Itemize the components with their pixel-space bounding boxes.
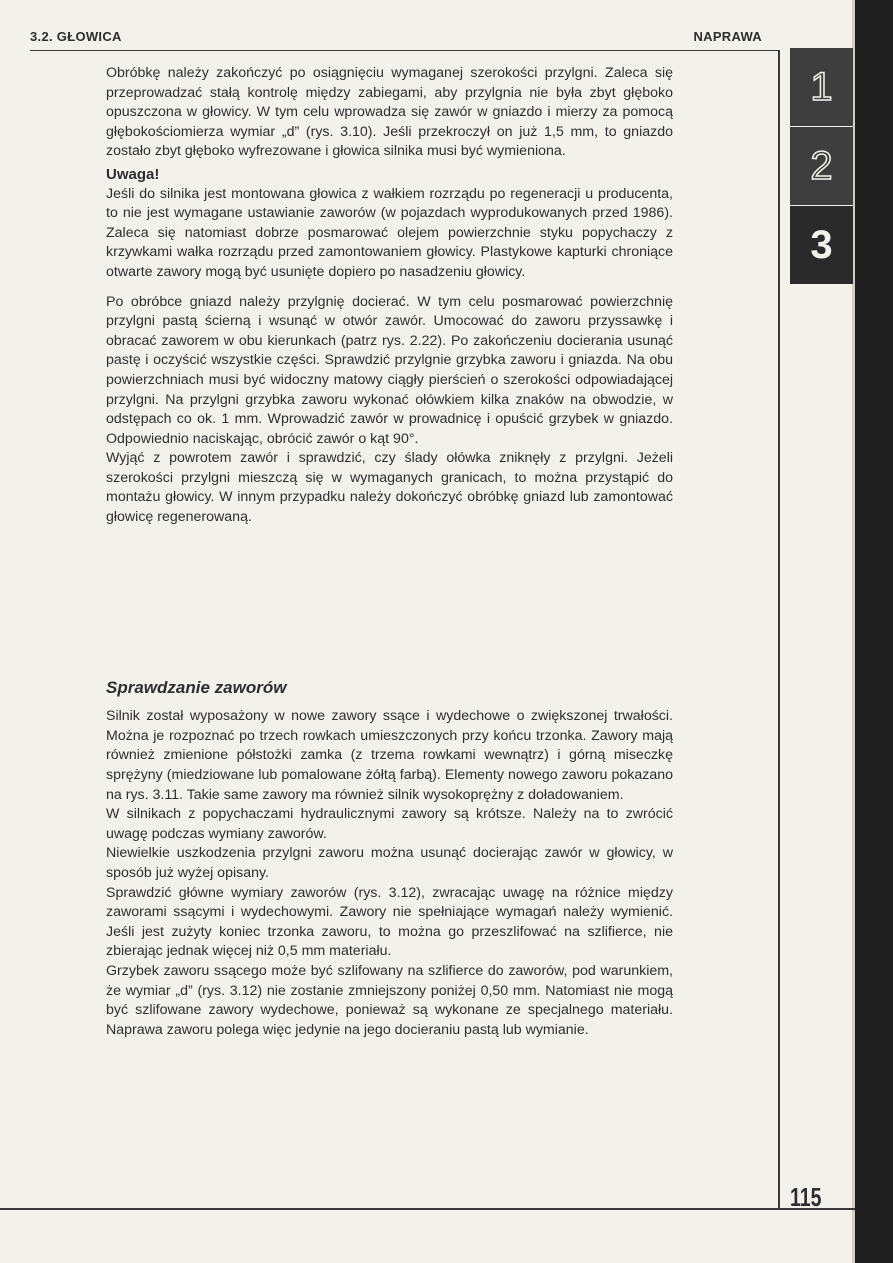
chapter-tabs [790,48,853,285]
note-text: Jeśli do silnika jest montowana głowica z wałkiem rozrządu po regeneracji u producenta, to nie jest wymagane ustawianie zaworów (w pojazdach wyprodukowanych przed 1986). Zaleca się natomiast dobrze posmarować olejem powierzchnie styku popychaczy z krzywkami wałka rozrządu przed zamontowaniem głowicy. Plastykowe kapturki chroniące otwarte zawory mogą być usunięte dopiero po nasadzeniu głowicy. [106,185,673,280]
chapter-tab-3: 3 [790,206,853,284]
paragraph: Sprawdzić główne wymiary zaworów (rys. 3.12), zwracając uwagę na różnice między zaworami ssącymi i wydechowymi. Zawory nie spełniające wymagań należy wymienić. Jeśli jest zużyty koniec trzonka zaworu, to można go przeszlifować na szlifierce, nie zbierając jednak więcej niż 0,5 mm materiału. [106,884,673,960]
paragraph: Obróbkę należy zakończyć po osiągnięciu wymaganej szerokości przylgni. Zaleca się przeprowadzać stałą kontrolę między zabiegami, aby przylgnia nie była zbyt głęboko opuszczona w głowicy. W tym celu wprowadza się zawór w gniazdo i mierzy za pomocą głębokościomierza wymiar „d” (rys. 3.10). Jeśli przekroczył on już 1,5 mm, to gniazdo zostało zbyt głęboko wyfrezowane i głowica silnika musi być wymieniona. [106,65,673,160]
chapter-tab-1: 1 [790,48,853,126]
paragraph: Po obróbce gniazd należy przylgnię docierać. W tym celu posmarować powierzchnię przylgni pastą ścierną i wsunąć w otwór zawór. Umocować do zaworu przyssawkę i obracać zaworem w obu kierunkach (patrz rys. 2.22). Po zakończeniu docierania usunąć pastę i oczyścić wszystkie części. Sprawdzić przylgnie grzybka zaworu i gniazda. Na obu powierzchniach musi być widoczny matowy ciągły pierścień o szerokości odpowiadającej przylgni. Na przylgni grzybka zaworu wykonać ołówkiem kilka znaków na obwodzie, w odstępach co ok. 1 mm. Wprowadzić zawór w prowadnicę i opuścić grzybek w gniazdo. Odpowiednio naciskając, obrócić zawór o kąt 90°. [106,293,673,447]
paragraph: Silnik został wyposażony w nowe zawory ssące i wydechowe o zwiększonej trwałości. Można je rozpoznać po trzech rowkach umieszczonych przy końcu trzonka. Zawory mają również zmienione półstożki zamka (z trzema rowkami wewnątrz) i górną miseczkę sprężyny (miedziowane lub pomalowane żółtą farbą). Elementy nowego zaworu pokazano na rys. 3.11. Takie same zawory ma również silnik wysokoprężny z doładowaniem. [106,708,673,803]
chapter-tab-2: 2 [790,127,853,205]
page-edge-dark [855,0,893,1263]
paragraph: Wyjąć z powrotem zawór i sprawdzić, czy ślady ołówka zniknęły z przylgni. Jeżeli szerokości przylgni mieszczą się w wymaganych granicach, to można przystąpić do montażu głowicy. W innym przypadku należy dokończyć obróbkę gniazd lub zamontować głowicę regenerowaną. [106,450,673,526]
section-heading: Sprawdzanie zaworów [106,677,287,697]
paragraph: Grzybek zaworu ssącego może być szlifowany na szlifierce do zaworów, pod warunkiem, że wymiar „d” (rys. 3.12) nie zostanie zmniejszony poniżej 0,50 mm. Natomiast nie mogą być szlifowane zawory wydechowe, ponieważ są wykonane ze specjalnego materiału. Naprawa zaworu polega więc jedynie na jego docieraniu pastą lub wymianie. [106,962,673,1038]
footer-rule [0,1208,855,1210]
chapter-title: NAPRAWA [693,29,762,44]
section-title: 3.2. GŁOWICA [30,29,122,44]
margin-rule [778,50,780,1210]
main-text [106,64,673,1040]
running-head [30,22,778,51]
page-number: 115 [790,1182,822,1212]
paragraph: Niewielkie uszkodzenia przylgni zaworu można usunąć docierając zawór w głowicy, w sposób już wyżej opisany. [106,845,673,881]
note-title: Uwaga! [106,165,160,183]
paragraph: W silnikach z popychaczami hydraulicznymi zawory są krótsze. Należy na to zwrócić uwagę podczas wymiany zaworów. [106,806,673,842]
